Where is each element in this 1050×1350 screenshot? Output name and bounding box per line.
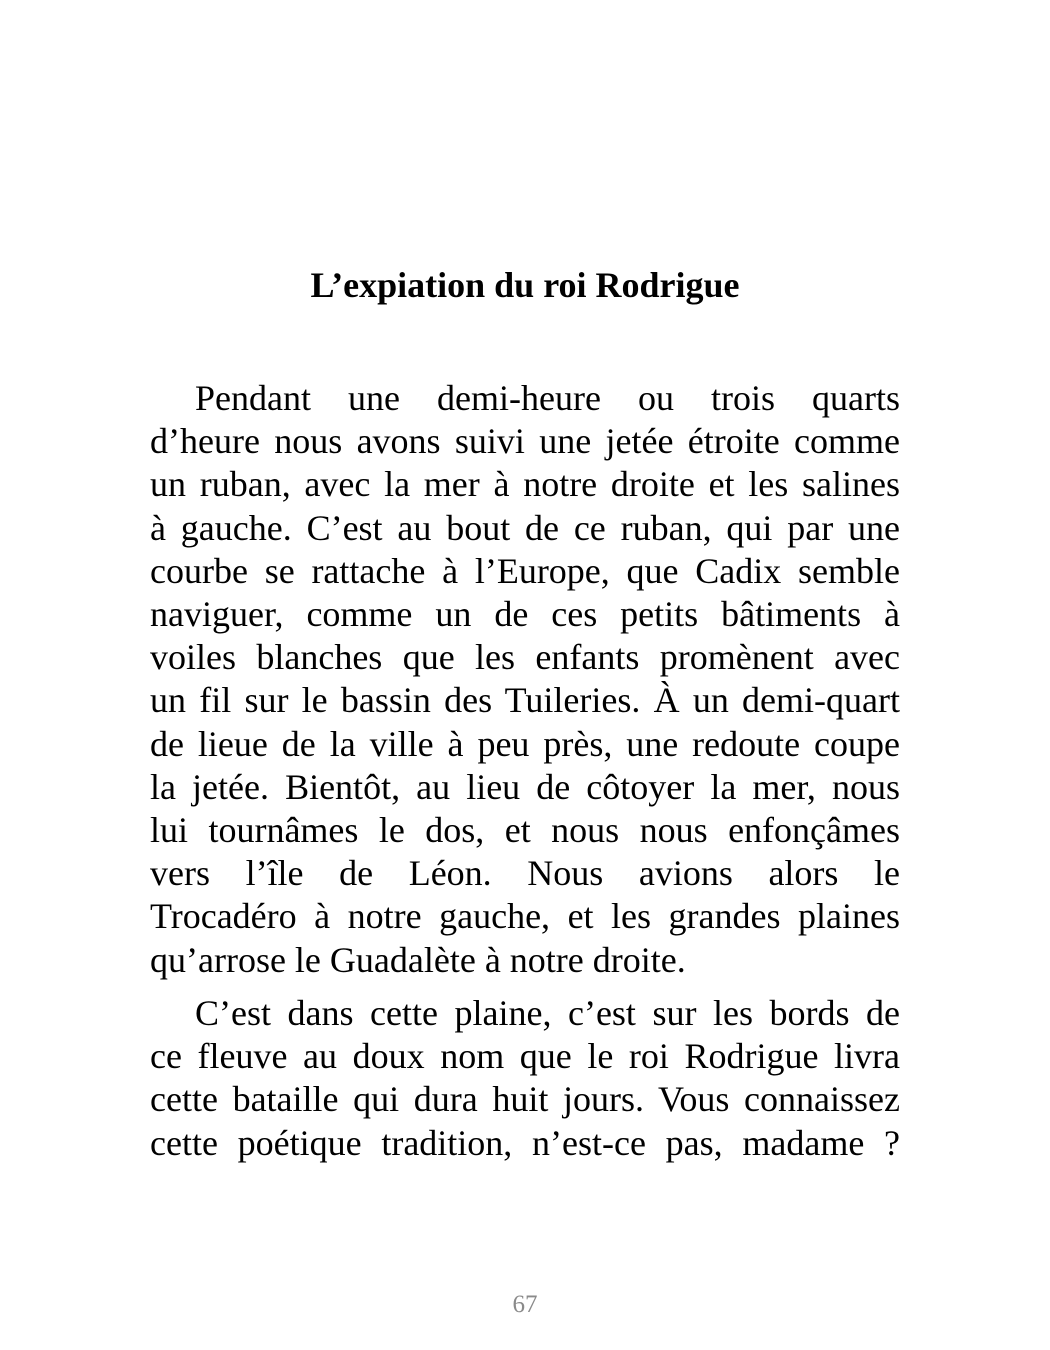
text-line: courbe se rattache à l’Europe, que Cadix semble xyxy=(150,550,900,591)
text-line: voiles blanches que les enfants promènent avec xyxy=(150,637,900,678)
text-line: la jetée. Bientôt, au lieu de côtoyer la mer, nous xyxy=(150,766,900,807)
text-line: un ruban, avec la mer à notre droite et les salines xyxy=(150,464,900,505)
text-line: lui tournâmes le dos, et nous nous enfonçâmes xyxy=(150,810,900,851)
page-number: 67 xyxy=(512,1291,538,1318)
text-line: cette poétique tradition, n’est-ce pas, madame ? xyxy=(150,1122,900,1163)
text-line: vers l’île de Léon. Nous avions alors le xyxy=(150,853,900,894)
text-line: qu’arrose le Guadalète à notre droite. xyxy=(150,939,686,980)
text-line: Trocadéro à notre gauche, et les grandes plaines xyxy=(150,896,900,937)
chapter-title: L’expiation du roi Rodrigue xyxy=(310,265,740,305)
text-line: à gauche. C’est au bout de ce ruban, qui par une xyxy=(150,507,900,548)
text-line: un fil sur le bassin des Tuileries. À un demi-quart xyxy=(150,680,900,721)
text-line: d’heure nous avons suivi une jetée étroite comme xyxy=(150,421,900,462)
text-line: Pendant une demi-heure ou trois quarts xyxy=(195,378,900,418)
text-line: ce fleuve au doux nom que le roi Rodrigue livra xyxy=(150,1036,900,1077)
paragraph-1 xyxy=(150,377,900,982)
text-line: C’est dans cette plaine, c’est sur les bords de xyxy=(195,993,900,1033)
text-line: de lieue de la ville à peu près, une redoute coupe xyxy=(150,723,900,764)
paragraph-2 xyxy=(150,992,900,1165)
text-line: naviguer, comme un de ces petits bâtiments à xyxy=(150,594,900,635)
text-line: cette bataille qui dura huit jours. Vous connaissez xyxy=(150,1079,900,1120)
